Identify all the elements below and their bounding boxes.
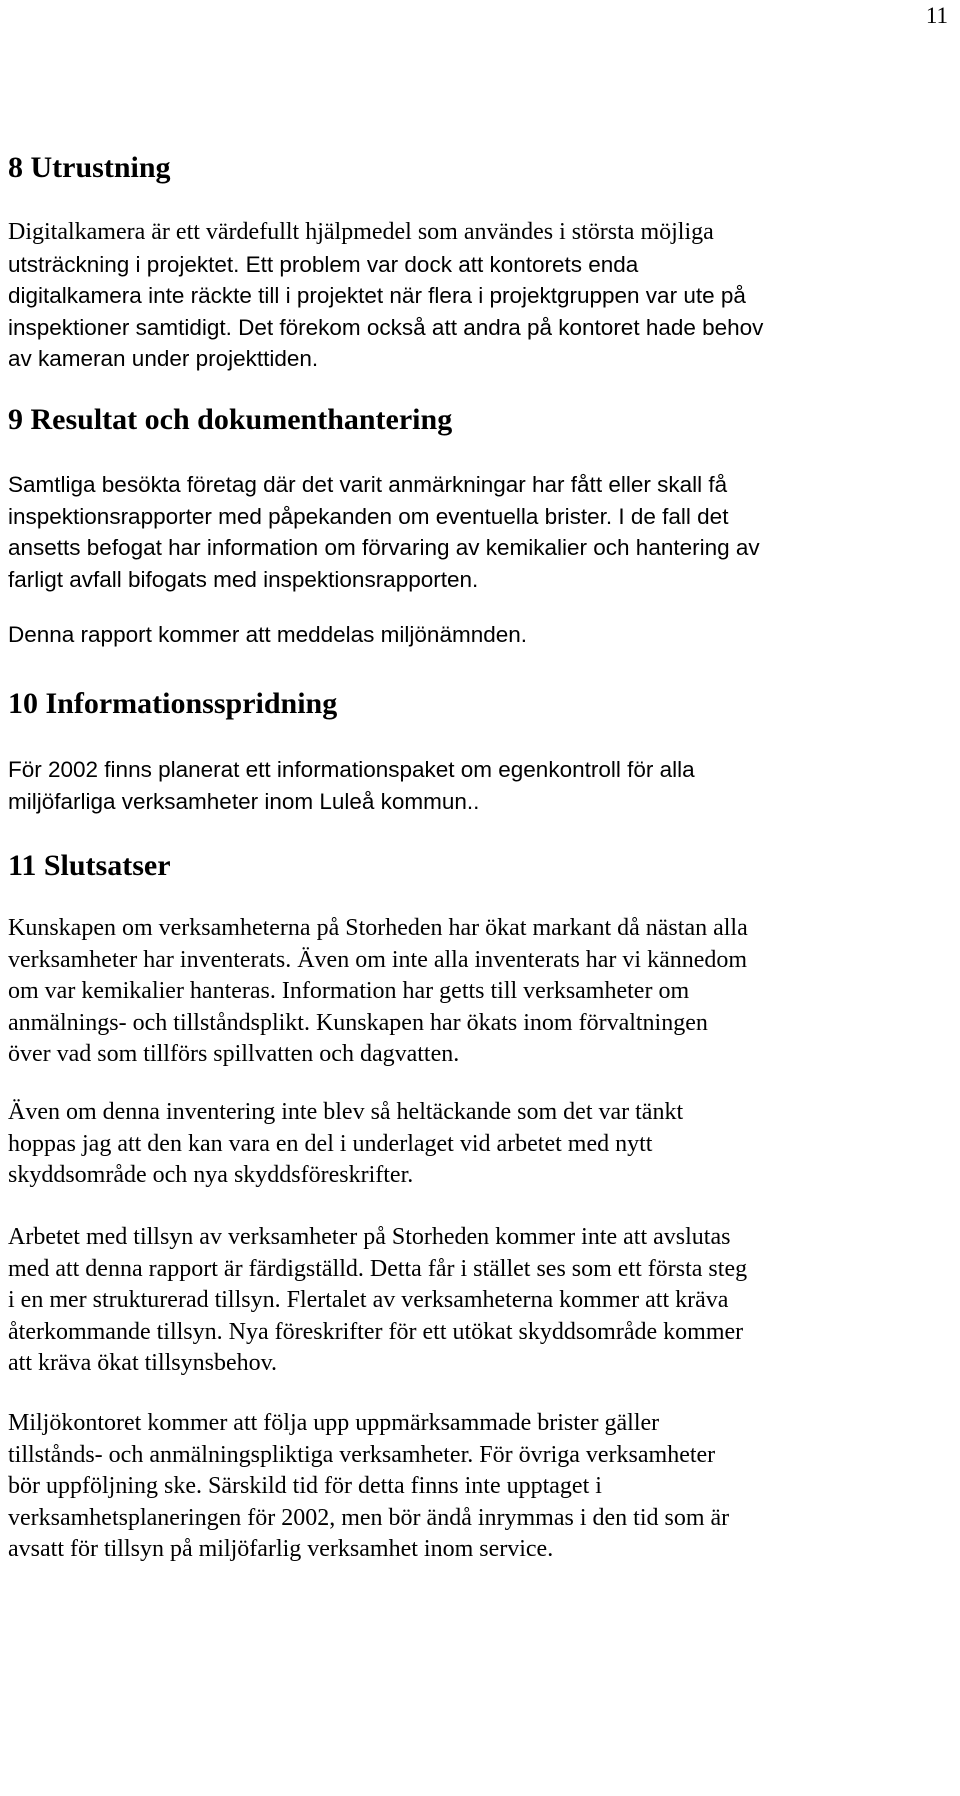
paragraph-line: ansetts befogat har information om förvaring av kemikalier och hantering av (8, 535, 760, 561)
paragraph-line: miljöfarliga verksamheter inom Luleå kommun.. (8, 788, 480, 814)
paragraph-line: avsatt för tillsyn på miljöfarlig verksamhet inom service. (8, 1536, 554, 1563)
paragraph-line: med att denna rapport är färdigställd. Detta får i stället ses som ett första steg (8, 1255, 748, 1282)
paragraph-line: inspektionsrapporter med påpekanden om eventuella brister. I de fall det (8, 503, 729, 529)
paragraph-line: bör uppföljning ske. Särskild tid för detta finns inte upptaget i (8, 1473, 602, 1500)
section-heading-slutsatser: 11 Slutsatser (8, 849, 171, 882)
paragraph-line: Digitalkamera är ett värdefullt hjälpmedel som användes i största möjliga (8, 219, 714, 245)
paragraph-line: av kameran under projekttiden. (8, 346, 319, 372)
paragraph-resultat (8, 469, 952, 595)
paragraph-line: Miljökontoret kommer att följa upp uppmärksammade brister gäller (8, 1410, 660, 1436)
page-number: 11 (925, 3, 948, 28)
paragraph-slutsatser-3 (8, 1222, 952, 1380)
paragraph-line: att kräva ökat tillsynsbehov. (8, 1350, 278, 1377)
section-heading-informationsspridning: 10 Informationsspridning (8, 687, 338, 720)
paragraph-line: över vad som tillförs spillvatten och dagvatten. (8, 1041, 460, 1068)
paragraph-line: Kunskapen om verksamheterna på Storheden har ökat markant då nästan alla (8, 915, 748, 941)
paragraph-line: anmälnings- och tillståndsplikt. Kunskapen har ökats inom förvaltningen (8, 1009, 708, 1036)
paragraph-line: utsträckning i projektet. Ett problem var dock att kontorets enda (8, 251, 639, 277)
section-heading-utrustning: 8 Utrustning (8, 151, 171, 184)
paragraph-slutsatser-1 (8, 913, 952, 1071)
paragraph-line: återkommande tillsyn. Nya föreskrifter för ett utökat skyddsområde kommer (8, 1318, 744, 1345)
paragraph-line: Samtliga besökta företag där det varit anmärkningar har fått eller skall få (8, 472, 728, 497)
paragraph-line: verksamhetsplaneringen för 2002, men bör ändå inrymmas i den tid som är (8, 1504, 730, 1531)
paragraph-line: Denna rapport kommer att meddelas miljönämnden. (8, 622, 528, 647)
paragraph-line: i en mer strukturerad tillsyn. Flertalet av verksamheterna kommer att kräva (8, 1287, 729, 1314)
section-heading-resultat: 9 Resultat och dokumenthantering (8, 403, 453, 436)
paragraph-line: farligt avfall bifogats med inspektionsrapporten. (8, 566, 479, 592)
paragraph-slutsatser-2 (8, 1097, 952, 1192)
paragraph-informationsspridning (8, 754, 952, 817)
paragraph-meddelas (8, 619, 952, 651)
paragraph-line: För 2002 finns planerat ett informationspaket om egenkontroll för alla (8, 757, 695, 782)
paragraph-line: inspektioner samtidigt. Det förekom också att andra på kontoret hade behov (8, 314, 764, 340)
paragraph-line: Även om denna inventering inte blev så heltäckande som det var tänkt (8, 1099, 684, 1125)
paragraph-utrustning (8, 217, 952, 375)
paragraph-line: hoppas jag att den kan vara en del i underlaget vid arbetet med nytt (8, 1130, 653, 1157)
paragraph-line: Arbetet med tillsyn av verksamheter på Storheden kommer inte att avslutas (8, 1224, 731, 1250)
paragraph-slutsatser-4 (8, 1408, 952, 1566)
paragraph-line: tillstånds- och anmälningspliktiga verksamheter. För övriga verksamheter (8, 1441, 716, 1468)
paragraph-line: digitalkamera inte räckte till i projektet när flera i projektgruppen var ute på (8, 283, 746, 309)
paragraph-line: om var kemikalier hanteras. Information har getts till verksamheter om (8, 978, 690, 1005)
paragraph-line: skyddsområde och nya skyddsföreskrifter. (8, 1162, 414, 1189)
paragraph-line: verksamheter har inventerats. Även om inte alla inventerats har vi kännedom (8, 946, 748, 973)
